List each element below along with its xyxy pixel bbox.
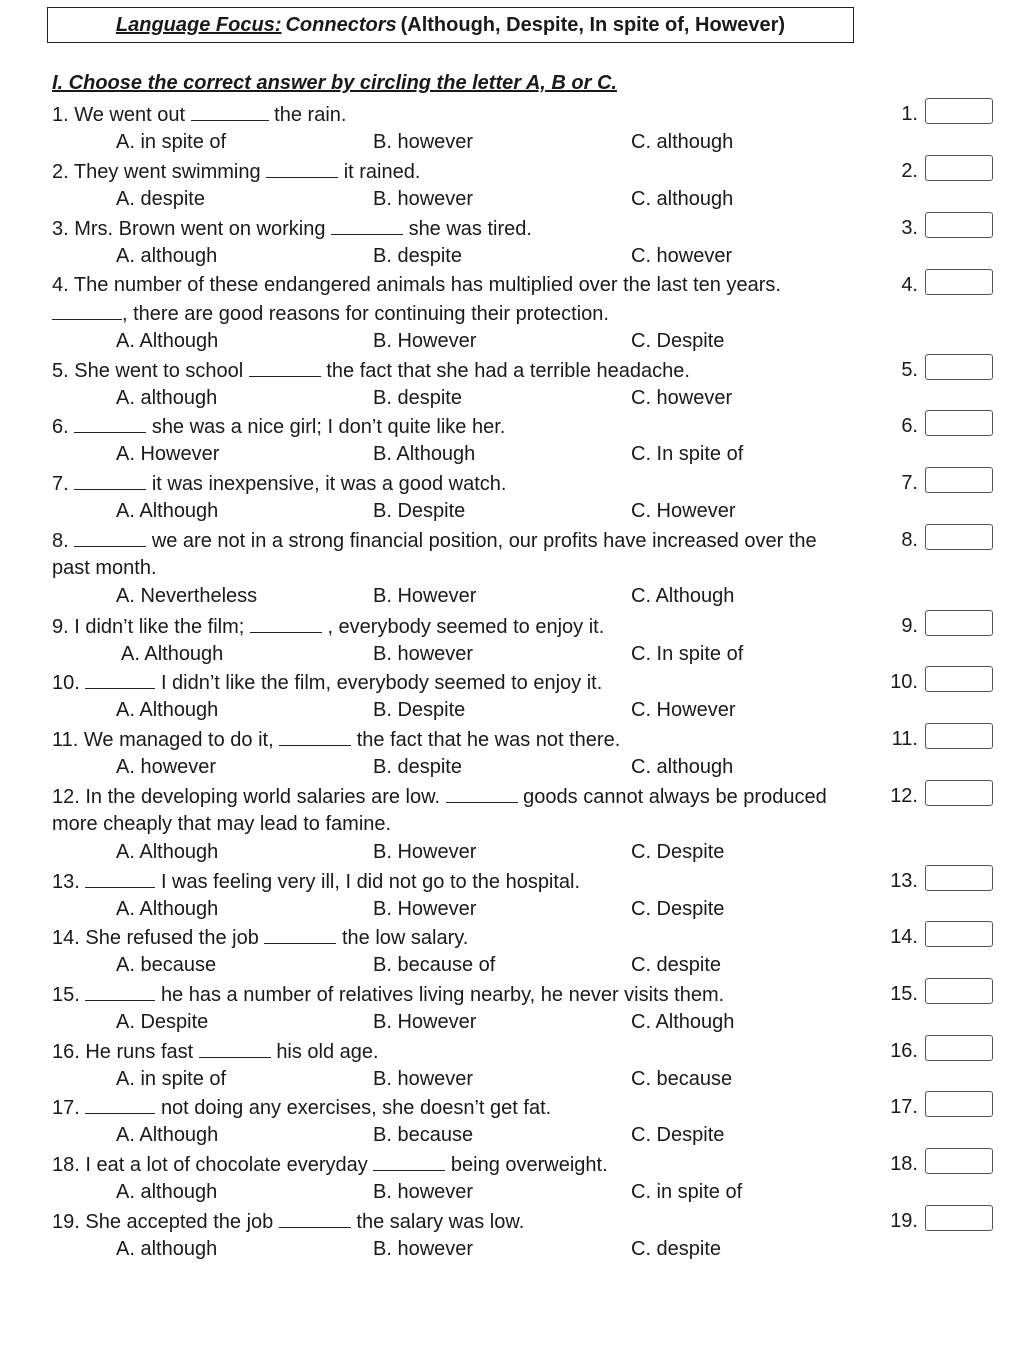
question-text-after: he has a number of relatives living nearby, he never visits them. bbox=[160, 984, 725, 1006]
answer-blank[interactable] bbox=[264, 925, 336, 944]
question-text-after: it rained. bbox=[343, 161, 421, 183]
option-a[interactable]: A. Nevertheless bbox=[116, 585, 258, 607]
question-line bbox=[52, 925, 892, 950]
question-text: 4. The number of these endangered animals has multiplied over the last ten years. bbox=[52, 274, 781, 296]
answer-box[interactable] bbox=[925, 780, 993, 806]
answer-number: 7. bbox=[901, 472, 918, 494]
question-text: 15. bbox=[52, 984, 80, 1006]
question-line bbox=[52, 727, 892, 752]
answer-box[interactable] bbox=[925, 524, 993, 550]
answer-blank[interactable] bbox=[52, 301, 122, 320]
option-a[interactable]: A. despite bbox=[116, 188, 205, 210]
question-text-after: I didn’t like the film, everybody seemed to enjoy it. bbox=[160, 672, 603, 694]
answer-blank[interactable] bbox=[85, 869, 155, 888]
option-c[interactable]: C. Despite bbox=[631, 898, 725, 920]
question-text: 19. She accepted the job bbox=[52, 1211, 274, 1233]
option-b[interactable]: B. Despite bbox=[373, 699, 466, 721]
answer-box[interactable] bbox=[925, 978, 993, 1004]
option-a[interactable]: A. Although bbox=[121, 643, 224, 665]
answer-blank[interactable] bbox=[85, 670, 155, 689]
answer-box[interactable] bbox=[925, 723, 993, 749]
question-line bbox=[52, 528, 892, 553]
question-text: 10. bbox=[52, 672, 80, 694]
option-c[interactable]: C. In spite of bbox=[631, 643, 744, 665]
option-b[interactable]: B. however bbox=[373, 131, 474, 153]
question-line bbox=[52, 273, 892, 297]
option-c[interactable]: C. despite bbox=[631, 954, 722, 976]
answer-blank[interactable] bbox=[74, 471, 146, 490]
question-line bbox=[52, 614, 892, 639]
question-text: 16. He runs fast bbox=[52, 1041, 194, 1063]
option-a[interactable]: A. Although bbox=[116, 500, 219, 522]
option-a[interactable]: A. However bbox=[116, 443, 220, 465]
question-line bbox=[52, 1152, 892, 1177]
answer-box[interactable] bbox=[925, 212, 993, 238]
title-box bbox=[47, 7, 854, 43]
option-b[interactable]: B. However bbox=[373, 841, 477, 863]
question-text: 5. She went to school bbox=[52, 360, 244, 382]
question-line bbox=[52, 1039, 892, 1064]
question-text-after: I was feeling very ill, I did not go to the hospital. bbox=[160, 871, 581, 893]
question-text-after: the fact that he was not there. bbox=[356, 729, 621, 751]
option-c[interactable]: C. because bbox=[631, 1068, 733, 1090]
answer-box[interactable] bbox=[925, 666, 993, 692]
answer-number: 1. bbox=[901, 103, 918, 125]
option-c[interactable]: C. in spite of bbox=[631, 1181, 743, 1203]
answer-blank[interactable] bbox=[279, 727, 351, 746]
question-text: 11. We managed to do it, bbox=[52, 729, 274, 751]
answer-number: 4. bbox=[901, 274, 918, 296]
question-text-after: we are not in a strong financial position, our profits have increased over the bbox=[151, 530, 817, 552]
answer-number: 12. bbox=[890, 785, 918, 807]
question-line bbox=[52, 869, 892, 894]
title-part-1: Language Focus: bbox=[115, 13, 282, 36]
answer-box[interactable] bbox=[925, 1205, 993, 1231]
option-b[interactable]: B. because of bbox=[373, 954, 496, 976]
question-line bbox=[52, 159, 892, 184]
question-text-after: his old age. bbox=[276, 1041, 379, 1063]
title-part-2: Connectors bbox=[285, 13, 397, 36]
option-b[interactable]: B. Although bbox=[373, 443, 476, 465]
option-c[interactable]: C. despite bbox=[631, 1238, 722, 1260]
answer-number: 9. bbox=[901, 615, 918, 637]
question-text: 2. They went swimming bbox=[52, 161, 261, 183]
question-line-continued bbox=[52, 301, 892, 326]
question-text: 18. I eat a lot of chocolate everyday bbox=[52, 1154, 368, 1176]
option-c[interactable]: C. In spite of bbox=[631, 443, 744, 465]
option-b[interactable]: B. However bbox=[373, 898, 477, 920]
question-line bbox=[52, 670, 892, 695]
question-text-after: the salary was low. bbox=[356, 1211, 525, 1233]
option-c[interactable]: C. although bbox=[631, 756, 734, 778]
answer-number: 17. bbox=[890, 1096, 918, 1118]
answer-number: 5. bbox=[901, 359, 918, 381]
option-b[interactable]: B. however bbox=[373, 643, 474, 665]
question-text-continued: past month. bbox=[52, 557, 157, 579]
question-line-continued bbox=[52, 556, 892, 580]
answer-number: 19. bbox=[890, 1210, 918, 1232]
question-text-after: , there are good reasons for continuing their protection. bbox=[122, 303, 609, 325]
question-text: 8. bbox=[52, 530, 69, 552]
answer-number: 18. bbox=[890, 1153, 918, 1175]
question-text: 9. I didn’t like the film; bbox=[52, 616, 245, 638]
option-a[interactable]: A. Although bbox=[116, 330, 219, 352]
answer-box[interactable] bbox=[925, 155, 993, 181]
option-a[interactable]: A. although bbox=[116, 387, 218, 409]
option-b[interactable]: B. despite bbox=[373, 756, 462, 778]
question-line bbox=[52, 982, 892, 1007]
answer-box[interactable] bbox=[925, 98, 993, 124]
option-b[interactable]: B. However bbox=[373, 1011, 477, 1033]
question-line bbox=[52, 102, 892, 127]
option-b[interactable]: B. However bbox=[373, 330, 477, 352]
option-a[interactable]: A. although bbox=[116, 245, 218, 267]
question-line bbox=[52, 414, 892, 439]
answer-blank[interactable] bbox=[85, 1095, 155, 1114]
option-c[interactable]: C. However bbox=[631, 500, 736, 522]
question-text: 1. We went out bbox=[52, 104, 186, 126]
answer-number: 14. bbox=[890, 926, 918, 948]
option-c[interactable]: C. although bbox=[631, 131, 734, 153]
answer-number: 8. bbox=[901, 529, 918, 551]
option-c[interactable]: C. Although bbox=[631, 585, 735, 607]
answer-blank[interactable] bbox=[85, 982, 155, 1001]
question-text: 14. She refused the job bbox=[52, 927, 259, 949]
answer-blank[interactable] bbox=[249, 358, 321, 377]
answer-number: 13. bbox=[890, 870, 918, 892]
answer-blank[interactable] bbox=[74, 414, 146, 433]
question-text: 12. In the developing world salaries are low. bbox=[52, 786, 441, 808]
answer-blank[interactable] bbox=[74, 528, 146, 547]
option-a[interactable]: A. although bbox=[116, 1238, 218, 1260]
option-b[interactable]: B. however bbox=[373, 1238, 474, 1260]
question-text-after: being overweight. bbox=[450, 1154, 608, 1176]
option-a[interactable]: A. although bbox=[116, 1181, 218, 1203]
option-a[interactable]: A. Despite bbox=[116, 1011, 209, 1033]
answer-number: 6. bbox=[901, 415, 918, 437]
answer-number: 2. bbox=[901, 160, 918, 182]
section-heading: I. Choose the correct answer by circling the letter A, B or C. bbox=[52, 72, 617, 94]
answer-number: 10. bbox=[890, 671, 918, 693]
option-a[interactable]: A. Although bbox=[116, 898, 219, 920]
option-b[interactable]: B. because bbox=[373, 1124, 474, 1146]
answer-box[interactable] bbox=[925, 410, 993, 436]
option-b[interactable]: B. However bbox=[373, 585, 477, 607]
answer-number: 11. bbox=[891, 728, 918, 750]
option-c[interactable]: C. however bbox=[631, 245, 733, 267]
option-c[interactable]: C. Despite bbox=[631, 1124, 725, 1146]
question-text: 3. Mrs. Brown went on working bbox=[52, 218, 326, 240]
question-line bbox=[52, 1209, 892, 1234]
option-c[interactable]: C. however bbox=[631, 387, 733, 409]
question-text-after: the low salary. bbox=[341, 927, 469, 949]
question-text-continued: more cheaply that may lead to famine. bbox=[52, 813, 392, 835]
option-a[interactable]: A. however bbox=[116, 756, 217, 778]
answer-blank[interactable] bbox=[373, 1152, 445, 1171]
question-line-continued bbox=[52, 812, 892, 836]
option-a[interactable]: A. in spite of bbox=[116, 1068, 227, 1090]
answer-blank[interactable] bbox=[199, 1039, 271, 1058]
question-line bbox=[52, 1095, 892, 1120]
option-a[interactable]: A. Although bbox=[116, 841, 219, 863]
answer-blank[interactable] bbox=[191, 102, 269, 121]
answer-box[interactable] bbox=[925, 921, 993, 947]
option-c[interactable]: C. Despite bbox=[631, 330, 725, 352]
answer-blank[interactable] bbox=[446, 784, 518, 803]
question-text: 17. bbox=[52, 1097, 80, 1119]
question-text-after: not doing any exercises, she doesn’t get fat. bbox=[160, 1097, 552, 1119]
answer-box[interactable] bbox=[925, 865, 993, 891]
question-line bbox=[52, 471, 892, 496]
option-b[interactable]: B. Despite bbox=[373, 500, 466, 522]
option-c[interactable]: C. although bbox=[631, 188, 734, 210]
option-a[interactable]: A. Although bbox=[116, 699, 219, 721]
option-b[interactable]: B. however bbox=[373, 1181, 474, 1203]
question-text-after: she was a nice girl; I don’t quite like her. bbox=[151, 416, 506, 438]
answer-blank[interactable] bbox=[266, 159, 338, 178]
answer-box[interactable] bbox=[925, 1148, 993, 1174]
option-b[interactable]: B. despite bbox=[373, 245, 462, 267]
question-text: 7. bbox=[52, 473, 69, 495]
question-text-after: , everybody seemed to enjoy it. bbox=[327, 616, 605, 638]
answer-box[interactable] bbox=[925, 1035, 993, 1061]
title-part-3: (Although, Despite, In spite of, However) bbox=[400, 13, 786, 36]
question-text-after: it was inexpensive, it was a good watch. bbox=[151, 473, 507, 495]
option-a[interactable]: A. in spite of bbox=[116, 131, 227, 153]
answer-blank[interactable] bbox=[279, 1209, 351, 1228]
question-text: 6. bbox=[52, 416, 69, 438]
option-c[interactable]: C. However bbox=[631, 699, 736, 721]
option-c[interactable]: C. Although bbox=[631, 1011, 735, 1033]
answer-box[interactable] bbox=[925, 610, 993, 636]
answer-box[interactable] bbox=[925, 467, 993, 493]
option-a[interactable]: A. Although bbox=[116, 1124, 219, 1146]
question-text: 13. bbox=[52, 871, 80, 893]
question-line bbox=[52, 784, 892, 809]
option-b[interactable]: B. however bbox=[373, 188, 474, 210]
answer-blank[interactable] bbox=[250, 614, 322, 633]
option-b[interactable]: B. despite bbox=[373, 387, 462, 409]
question-line bbox=[52, 358, 892, 383]
question-text-after: the fact that she had a terrible headache. bbox=[326, 360, 690, 382]
option-c[interactable]: C. Despite bbox=[631, 841, 725, 863]
question-text-after: the rain. bbox=[274, 104, 347, 126]
answer-box[interactable] bbox=[925, 1091, 993, 1117]
option-b[interactable]: B. however bbox=[373, 1068, 474, 1090]
question-line bbox=[52, 216, 892, 241]
answer-box[interactable] bbox=[925, 354, 993, 380]
option-a[interactable]: A. because bbox=[116, 954, 217, 976]
answer-number: 15. bbox=[890, 983, 918, 1005]
answer-number: 3. bbox=[901, 217, 918, 239]
question-text-after: she was tired. bbox=[408, 218, 532, 240]
answer-blank[interactable] bbox=[331, 216, 403, 235]
answer-number: 16. bbox=[890, 1040, 918, 1062]
answer-box[interactable] bbox=[925, 269, 993, 295]
question-text-after: goods cannot always be produced bbox=[523, 786, 827, 808]
